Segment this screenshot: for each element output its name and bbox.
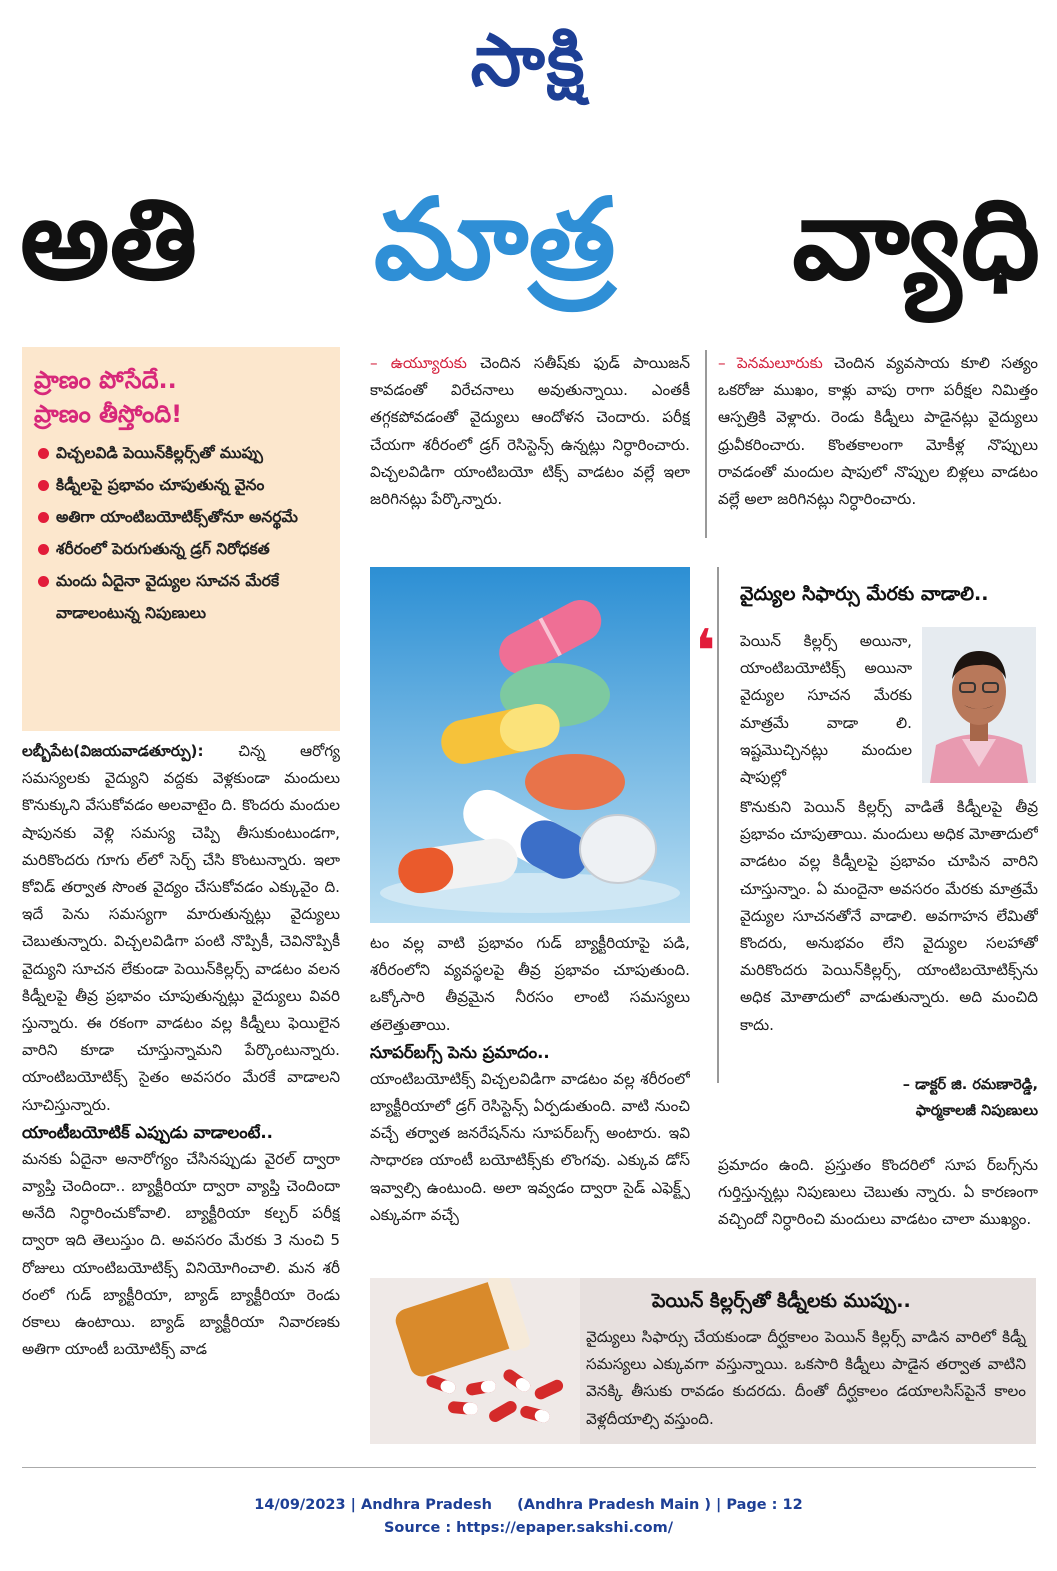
bullet-item: కిడ్నీలపై ప్రభావం చూపుతున్న వైనం xyxy=(34,469,330,501)
col1-paragraph-1: చిన్న ఆరోగ్య సమస్యలకు వైద్యుని వద్దకు వెళ్లకుండా మందులు కొనుక్కుని వేసుకోవడం అలవాటైం ది. కొందరు మందుల షాపునకు వెళ్లి సమస్య చెప్పి తీసుకుంటుండగా, మరికొందరు గూగు ల్‌లో సెర్చ్‌ చేసి కొంటున్నారు. ఇలా కోవిడ్‌ తర్వాత సొంత వైద్యం చేసుకోవడం ఎక్కువైం ది. ఇదే పెను సమస్యగా మారుతున్నట్లు వైద్యులు చెబుతున్నారు. విచ్చలవిడిగా పంటి నొప్పికీ, చెవినొప్పికీ వైద్యుని సూచన లేకుండా పెయిన్‌కిల్లర్స్‌ వాడటం వలన కిడ్నీలపై తీవ్ర ప్రభావం చూపుతున్నట్లు వైద్యులు వివరి స్తున్నారు. ఈ రకంగా వాడటం వల్ల కిడ్నీలు ఫెయిలైన వారిని కూడా చూస్తున్నామని పేర్కొంటున్నారు. యాంటిబయోటిక్స్‌ సైతం అవసరం మేరకే వాడాలని సూచిస్తున్నారు. xyxy=(22,742,340,1114)
highlight-bullets xyxy=(34,437,330,629)
bullet-item: అతిగా యాంటిబయోటిక్స్‌తోనూ అనర్థమే xyxy=(34,501,330,533)
col1-paragraph-2: మనకు ఏదైనా అనారోగ్యం చేసినప్పుడు వైరల్‌ ద్వారా వ్యాప్తి చెందిందా.. బ్యాక్టీరియా ద్వారా వ్యాప్తి చెందిందా అనేది నిర్ధారించుకోవాలి. బ్యాక్టీరియా కల్చర్‌ పరీక్ష ద్వారా ఇది తెలుస్తుం ది. అవసరం మేరకు 3 నుంచి 5 రోజులు యాంటిబయోటిక్స్‌ వినియోగించాలి. మన శరీ రంలో గుడ్‌ బ్యాక్టీరియా, బ్యాడ్‌ బ్యాక్టీరియా రెండు రకాలు ఉంటాయి. బ్యాడ్‌ బ్యాక్టీరియా నివారణకు అతిగా యాంటీ బయోటిక్స్‌ వాడ xyxy=(22,1149,340,1359)
bullet-dot-icon xyxy=(38,448,49,459)
highlight-box xyxy=(22,347,340,731)
col3-paragraph-2: ప్రమాదం ఉంది. ప్రస్తుతం కొందరిలో సూప ర్‌బగ్స్‌ను గుర్తిస్తున్నట్లు నిపుణులు చెబుతు న్నారు. ఏ కారణంగా వచ్చిందో నిర్ధారించి మందులు వాడటం చాలా ముఖ్యం. xyxy=(718,1156,1038,1229)
bottom-box-body: వైద్యులు సిఫార్సు చేయకుండా దీర్ఘకాలం పెయిన్‌ కిల్లర్స్‌ వాడిన వారిలో కిడ్నీ సమస్యలు ఎక్కువగా వస్తున్నాయి. ఒకసారి కిడ్నీలు పాడైన తర్వాత వాటిని వెనక్కి తీసుకు రావడం కుదరదు. దీంతో దీర్ఘకాలం డయాలసిస్‌పైనే కాలం వెళ్లదీయాల్సి వస్తుంది. xyxy=(586,1328,1026,1428)
footer-divider xyxy=(22,1467,1036,1468)
headline-word-2: మాత్ర xyxy=(373,175,616,305)
place-uyyuru: – ఉయ్యూరుకు xyxy=(370,354,467,372)
bullet-dot-icon xyxy=(38,512,49,523)
subheading-superbugs: సూపర్‌బగ్స్‌ పెను ప్రమాదం.. xyxy=(370,1042,550,1062)
column-3-top xyxy=(718,350,1038,548)
bullet-dot-icon xyxy=(38,576,49,587)
quote-text-wide xyxy=(740,794,1038,1068)
masthead-logo: సాక్షి xyxy=(470,18,587,102)
bullet-item: మందు ఏదైనా వైద్యుల సూచన మేరకే వాడాలంటున్న నిపుణులు xyxy=(34,565,330,629)
col2-paragraph-3: యాంటిబయోటిక్స్‌ విచ్చలవిడిగా వాడటం వల్ల శరీరంలో బ్యాక్టీరియాలో డ్రగ్‌ రెసిస్టెన్స్‌ ఏర్పడుతుంది. వాటి నుంచి వచ్చే తర్వాత జనరేషన్‌ను సూపర్‌బగ్స్‌ అంటారు. ఇవి సాధారణ యాంటీ బయోటిక్స్‌కు లొంగవు. ఎక్కువ డోస్‌ ఇవ్వాల్సి ఉంటుంది. అలా ఇవ్వడం ద్వారా సైడ్‌ ఎఫెక్ట్స్‌ ఎక్కువగా వచ్చే xyxy=(370,1069,690,1224)
bullet-dot-icon xyxy=(38,544,49,555)
bullet-item: విచ్చలవిడి పెయిన్‌కిల్లర్స్‌తో ముప్పు xyxy=(34,437,330,469)
col2-paragraph-2: టం వల్ల వాటి ప్రభావం గుడ్‌ బ్యాక్టీరియాపై పడి, శరీరంలోని వ్యవస్థలపై తీవ్ర ప్రభావం చూపుతుంది. ఒక్కోసారి తీవ్రమైన నీరసం లాంటి సమస్యలు తలెత్తుతాయి. xyxy=(370,934,690,1034)
column-2-top xyxy=(370,350,690,548)
quote-text-narrow xyxy=(740,628,912,794)
footer-source-link[interactable]: Source : https://epaper.sakshi.com/ xyxy=(383,1520,674,1536)
pill-bottle-image xyxy=(370,1278,580,1444)
subheading-antibiotic: యాంటీబయోటిక్‌ ఎప్పుడు వాడాలంటే.. xyxy=(22,1122,273,1142)
quote-paragraph-1: పెయిన్‌ కిల్లర్స్‌ అయినా, యాంటిబయోటిక్స్‌ అయినా వైద్యుల సూచన మేరకు మాత్రమే వాడా లి. ఇష్టమొచ్చినట్లు మందుల షాపుల్లో xyxy=(740,632,912,787)
highlight-title-2: ప్రాణం తీస్తోంది! xyxy=(34,400,183,428)
col3-paragraph-1: చెందిన వ్యవసాయ కూలి సత్యం ఒకరోజు ముఖం, కాళ్లు వాపు రాగా పరీక్షల నిమిత్తం ఆస్పత్రికి వెళ్లారు. రెండు కిడ్నీలు పాడైనట్లు వైద్యులు ధ్రువీకరించారు. కొంతకాలంగా మోకీళ్ల నొప్పులు రావడంతో మందుల షాపులో నొప్పుల బిళ్లలు వాడటం వల్లే అలా జరిగినట్లు నిర్ధారించారు. xyxy=(718,354,1038,509)
quote-paragraph-2: కొనుకుని పెయిన్‌ కిల్లర్స్‌ వాడితే కిడ్నీలపై తీవ్ర ప్రభావం చూపుతాయి. మందులు అధిక మోతాదులో వాడటం వల్ల కిడ్నీలపై ప్రభావం చూపిన వారిని చూస్తున్నాం. ఏ మందైనా అవసరం మేరకు మాత్రమే వైద్యుల సూచనతోనే వాడాలి. అవగాహన లేమితో కొందరు, అనుభవం లేని వైద్యుల సలహాతో మరికొందరు పెయిన్‌కిల్లర్స్‌, యాంటిబయోటిక్స్‌ను అధిక మోతాదులో వాడుతున్నారు. అది మంచిది కాదు. xyxy=(740,798,1038,1034)
signature-name: – డాక్టర్‌ జి. రమణారెడ్డి, xyxy=(902,1077,1038,1093)
footer-edition-line: 14/09/2023 | Andhra Pradesh (Andhra Pradesh Main ) | Page : 12 xyxy=(254,1497,803,1513)
highlight-title-1: ప్రాణం పోసేదే.. xyxy=(34,366,177,394)
bullet-dot-icon xyxy=(38,480,49,491)
expert-portrait xyxy=(922,627,1036,783)
quote-divider xyxy=(717,567,719,1083)
headline-word-3: వ్యాధి xyxy=(792,175,1040,305)
place-penamaluru: – పెనమలూరుకు xyxy=(718,354,823,372)
quote-heading: వైద్యుల సిఫార్సు మేరకు వాడాలి.. xyxy=(740,583,989,605)
quote-mark-icon: ❛ xyxy=(695,617,716,687)
dateline: లబ్బీపేట(విజయవాడతూర్పు): xyxy=(22,742,204,760)
column-2-bottom xyxy=(370,930,690,1260)
column-3-bottom xyxy=(718,1152,1038,1264)
bottom-info-box xyxy=(370,1278,1036,1444)
column-divider xyxy=(705,350,707,538)
headline xyxy=(20,150,1040,330)
column-1 xyxy=(22,738,340,1454)
col2-paragraph-1: చెందిన సతీష్‌కు ఫుడ్‌ పాయిజన్‌ కావడంతో విరేచనాలు అవుతున్నాయి. ఎంతకీ తగ్గకపోవడంతో వైద్యులు ఆందోళన చెందారు. పరీక్ష చేయగా శరీరంలో డ్రగ్‌ రెసిస్టెన్స్‌ ఉన్నట్లు నిర్ధారించారు. విచ్చలవిడిగా యాంటిబయో టిక్స్‌ వాడటం వల్లే ఇలా జరిగినట్లు పేర్కొన్నారు. xyxy=(370,354,690,509)
pills-image xyxy=(370,567,690,923)
bullet-item: శరీరంలో పెరుగుతున్న డ్రగ్‌ నిరోధకత xyxy=(34,533,330,565)
bottom-box-title: పెయిన్‌ కిల్లర్స్‌తో కిడ్నీలకు ముప్పు.. xyxy=(652,1290,911,1312)
headline-word-1: అతి xyxy=(20,175,198,305)
signature-title: ఫార్మకాలజీ నిపుణులు xyxy=(915,1103,1038,1119)
